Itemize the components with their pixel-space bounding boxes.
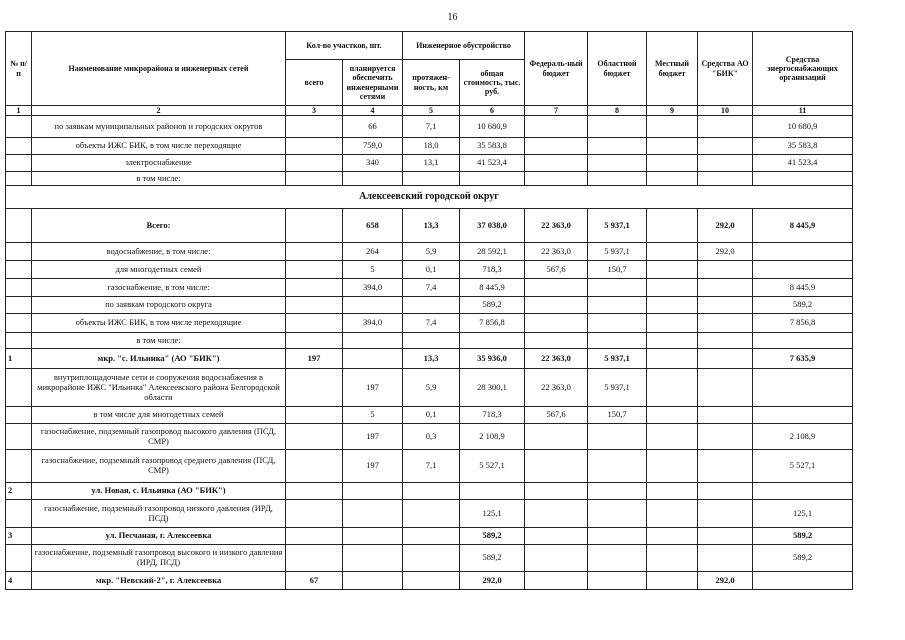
cell-cost: 7 856,8 — [460, 314, 525, 333]
cell-energy: 125,1 — [753, 500, 853, 528]
cell-local — [647, 407, 698, 424]
cell-federal: 22 363,0 — [525, 369, 588, 407]
table-row — [6, 243, 853, 261]
cell-federal — [525, 545, 588, 572]
cell-energy: 8 445,9 — [753, 279, 853, 297]
cell-name: в том числе: — [32, 172, 286, 186]
cell-cost: 8 445,9 — [460, 279, 525, 297]
cell-bik — [698, 116, 753, 138]
cell-regional — [588, 279, 647, 297]
cell-cost — [460, 483, 525, 500]
cell-local — [647, 369, 698, 407]
cell-bik — [698, 261, 753, 279]
budget-table — [5, 31, 853, 590]
cell-energy: 589,2 — [753, 528, 853, 545]
cell-num: 4 — [6, 572, 32, 590]
table-row — [6, 279, 853, 297]
cell-energy: 589,2 — [753, 297, 853, 314]
cell-length: 7,4 — [403, 279, 460, 297]
cell-cost: 35 936,0 — [460, 349, 525, 369]
cell-federal — [525, 333, 588, 349]
table-row — [6, 297, 853, 314]
cell-num: 1 — [6, 349, 32, 369]
cell-bik — [698, 297, 753, 314]
header-engineering: Инженерное обустройство — [403, 32, 525, 60]
cell-planned — [343, 349, 403, 369]
cell-num: 3 — [6, 528, 32, 545]
cell-local — [647, 528, 698, 545]
page-number: 16 — [447, 12, 458, 23]
col-number: 5 — [403, 106, 460, 116]
cell-total — [286, 369, 343, 407]
cell-num: 2 — [6, 483, 32, 500]
cell-cost: 589,2 — [460, 297, 525, 314]
cell-energy: 10 680,9 — [753, 116, 853, 138]
cell-name: в том числе: — [32, 333, 286, 349]
cell-cost: 125,1 — [460, 500, 525, 528]
cell-total — [286, 407, 343, 424]
table-row — [6, 349, 853, 369]
cell-bik — [698, 545, 753, 572]
cell-bik: 292,0 — [698, 243, 753, 261]
cell-cost: 28 300,1 — [460, 369, 525, 407]
cell-local — [647, 572, 698, 590]
cell-federal — [525, 424, 588, 450]
cell-name: Всего: — [32, 209, 286, 243]
cell-local — [647, 261, 698, 279]
cell-federal — [525, 155, 588, 172]
cell-local — [647, 116, 698, 138]
cell-name: для многодетных семей — [32, 261, 286, 279]
cell-local — [647, 545, 698, 572]
cell-name: в том числе для многодетных семей — [32, 407, 286, 424]
cell-regional — [588, 314, 647, 333]
col-number: 1 — [6, 106, 32, 116]
cell-local — [647, 483, 698, 500]
cell-bik — [698, 314, 753, 333]
cell-energy — [753, 333, 853, 349]
cell-federal: 22 363,0 — [525, 209, 588, 243]
table-row — [6, 572, 853, 590]
cell-local — [647, 243, 698, 261]
cell-regional: 5 937,1 — [588, 369, 647, 407]
cell-cost — [460, 172, 525, 186]
cell-energy: 8 445,9 — [753, 209, 853, 243]
cell-planned: 394,0 — [343, 279, 403, 297]
cell-cost: 37 038,0 — [460, 209, 525, 243]
cell-local — [647, 279, 698, 297]
cell-bik — [698, 528, 753, 545]
cell-num — [6, 155, 32, 172]
cell-total — [286, 297, 343, 314]
cell-name: внутриплощадочные сети и сооружения водоснабжения в микрорайоне ИЖС "Ильинка" Алексеевского района Белгородской области — [32, 369, 286, 407]
header-bik: Средства АО "БИК" — [698, 32, 753, 106]
cell-planned — [343, 297, 403, 314]
cell-length: 13,3 — [403, 349, 460, 369]
cell-regional — [588, 528, 647, 545]
cell-bik — [698, 483, 753, 500]
cell-local — [647, 424, 698, 450]
cell-length: 0,1 — [403, 407, 460, 424]
cell-total — [286, 116, 343, 138]
cell-bik: 292,0 — [698, 572, 753, 590]
cell-total — [286, 500, 343, 528]
cell-federal — [525, 572, 588, 590]
header-regional: Областной бюджет — [588, 32, 647, 106]
cell-length: 5,9 — [403, 243, 460, 261]
cell-planned: 5 — [343, 407, 403, 424]
table-row — [6, 528, 853, 545]
cell-planned: 66 — [343, 116, 403, 138]
cell-planned: 197 — [343, 450, 403, 483]
cell-regional — [588, 172, 647, 186]
cell-num — [6, 243, 32, 261]
cell-federal: 22 363,0 — [525, 349, 588, 369]
cell-federal: 567,6 — [525, 407, 588, 424]
header-name: Наименование микрорайона и инженерных сетей — [32, 32, 286, 106]
cell-energy — [753, 483, 853, 500]
cell-regional — [588, 297, 647, 314]
cell-name: газоснабжение, подземный газопровод среднего давления (ПСД, СМР) — [32, 450, 286, 483]
cell-regional: 150,7 — [588, 407, 647, 424]
cell-federal — [525, 314, 588, 333]
col-number: 6 — [460, 106, 525, 116]
cell-bik — [698, 349, 753, 369]
cell-regional: 5 937,1 — [588, 243, 647, 261]
cell-energy: 35 583,8 — [753, 138, 853, 155]
cell-energy: 5 527,1 — [753, 450, 853, 483]
cell-length: 13,1 — [403, 155, 460, 172]
cell-planned — [343, 545, 403, 572]
section-title: Алексеевский городской округ — [6, 186, 853, 209]
col-number: 8 — [588, 106, 647, 116]
cell-cost — [460, 333, 525, 349]
cell-length — [403, 528, 460, 545]
cell-local — [647, 349, 698, 369]
cell-planned — [343, 333, 403, 349]
cell-bik — [698, 155, 753, 172]
cell-regional — [588, 116, 647, 138]
cell-regional: 5 937,1 — [588, 349, 647, 369]
cell-num — [6, 500, 32, 528]
cell-regional — [588, 483, 647, 500]
cell-length — [403, 500, 460, 528]
cell-federal — [525, 116, 588, 138]
cell-num — [6, 450, 32, 483]
cell-planned: 658 — [343, 209, 403, 243]
header-plots: Кол-во участков, шт. — [286, 32, 403, 60]
cell-regional — [588, 333, 647, 349]
col-number: 9 — [647, 106, 698, 116]
cell-cost: 292,0 — [460, 572, 525, 590]
col-number: 4 — [343, 106, 403, 116]
cell-bik — [698, 450, 753, 483]
col-number: 10 — [698, 106, 753, 116]
header-plots-total: всего — [286, 60, 343, 106]
cell-planned — [343, 483, 403, 500]
cell-regional — [588, 138, 647, 155]
cell-total — [286, 155, 343, 172]
cell-bik: 292,0 — [698, 209, 753, 243]
cell-num — [6, 279, 32, 297]
table-row — [6, 424, 853, 450]
cell-local — [647, 209, 698, 243]
cell-name: по заявкам городского округа — [32, 297, 286, 314]
cell-cost: 28 592,1 — [460, 243, 525, 261]
cell-planned: 197 — [343, 369, 403, 407]
col-number: 3 — [286, 106, 343, 116]
header-cost: общая стоимость, тыс. руб. — [460, 60, 525, 106]
cell-name: объекты ИЖС БИК, в том числе переходящие — [32, 138, 286, 155]
table-row — [6, 116, 853, 138]
table-row — [6, 500, 853, 528]
cell-energy: 41 523,4 — [753, 155, 853, 172]
column-numbers-row — [6, 106, 853, 116]
cell-length: 7,1 — [403, 116, 460, 138]
table-row — [6, 483, 853, 500]
cell-local — [647, 297, 698, 314]
cell-cost: 5 527,1 — [460, 450, 525, 483]
cell-cost: 589,2 — [460, 545, 525, 572]
cell-energy — [753, 369, 853, 407]
cell-cost: 589,2 — [460, 528, 525, 545]
cell-name: ул. Песчаная, г. Алексеевка — [32, 528, 286, 545]
cell-energy — [753, 572, 853, 590]
cell-bik — [698, 172, 753, 186]
cell-planned — [343, 528, 403, 545]
cell-federal — [525, 138, 588, 155]
table-row — [6, 261, 853, 279]
cell-local — [647, 333, 698, 349]
cell-num — [6, 369, 32, 407]
cell-name: газоснабжение, подземный газопровод высокого и низкого давления (ИРД, ПСД) — [32, 545, 286, 572]
cell-bik — [698, 279, 753, 297]
cell-regional — [588, 450, 647, 483]
cell-length: 7,1 — [403, 450, 460, 483]
table-row — [6, 172, 853, 186]
cell-num — [6, 424, 32, 450]
cell-federal — [525, 450, 588, 483]
cell-energy: 7 635,9 — [753, 349, 853, 369]
table-row — [6, 545, 853, 572]
cell-bik — [698, 407, 753, 424]
cell-bik — [698, 500, 753, 528]
cell-total — [286, 138, 343, 155]
page-margin — [852, 31, 905, 640]
cell-planned: 5 — [343, 261, 403, 279]
cell-total — [286, 333, 343, 349]
cell-num — [6, 116, 32, 138]
table-row — [6, 407, 853, 424]
cell-num — [6, 314, 32, 333]
cell-total — [286, 209, 343, 243]
cell-energy: 2 108,9 — [753, 424, 853, 450]
cell-local — [647, 314, 698, 333]
cell-cost: 718,3 — [460, 261, 525, 279]
header-plots-planned: планируется обеспечить инженерными сетями — [343, 60, 403, 106]
cell-regional — [588, 545, 647, 572]
cell-length: 0,3 — [403, 424, 460, 450]
cell-planned: 340 — [343, 155, 403, 172]
cell-local — [647, 172, 698, 186]
cell-length — [403, 483, 460, 500]
cell-energy — [753, 407, 853, 424]
cell-total — [286, 545, 343, 572]
cell-bik — [698, 333, 753, 349]
cell-bik — [698, 424, 753, 450]
cell-name: мкр. "с. Ильинка" (АО "БИК") — [32, 349, 286, 369]
cell-total: 197 — [286, 349, 343, 369]
cell-total — [286, 314, 343, 333]
cell-total — [286, 483, 343, 500]
cell-federal — [525, 172, 588, 186]
cell-cost: 2 108,9 — [460, 424, 525, 450]
cell-total — [286, 279, 343, 297]
cell-federal — [525, 279, 588, 297]
cell-energy — [753, 172, 853, 186]
col-number: 7 — [525, 106, 588, 116]
cell-federal — [525, 297, 588, 314]
table-row — [6, 314, 853, 333]
cell-local — [647, 450, 698, 483]
cell-num — [6, 297, 32, 314]
table-row — [6, 450, 853, 483]
cell-federal: 22 363,0 — [525, 243, 588, 261]
cell-length — [403, 297, 460, 314]
cell-total — [286, 172, 343, 186]
cell-num — [6, 545, 32, 572]
header-local: Местный бюджет — [647, 32, 698, 106]
cell-num — [6, 209, 32, 243]
cell-length — [403, 545, 460, 572]
cell-cost: 35 583,8 — [460, 138, 525, 155]
cell-cost: 10 680,9 — [460, 116, 525, 138]
cell-regional — [588, 500, 647, 528]
cell-cost: 41 523,4 — [460, 155, 525, 172]
cell-length: 18,0 — [403, 138, 460, 155]
cell-length — [403, 333, 460, 349]
cell-name: газоснабжение, подземный газопровод высокого давления (ПСД, СМР) — [32, 424, 286, 450]
cell-federal — [525, 528, 588, 545]
cell-length: 7,4 — [403, 314, 460, 333]
table-row — [6, 138, 853, 155]
cell-planned: 264 — [343, 243, 403, 261]
cell-length: 5,9 — [403, 369, 460, 407]
cell-name: газоснабжение, в том числе: — [32, 279, 286, 297]
cell-name: электроснабжение — [32, 155, 286, 172]
cell-energy — [753, 243, 853, 261]
col-number: 2 — [32, 106, 286, 116]
table-row — [6, 369, 853, 407]
col-number: 11 — [753, 106, 853, 116]
cell-regional: 5 937,1 — [588, 209, 647, 243]
cell-total — [286, 450, 343, 483]
cell-name: по заявкам муниципальных районов и городских округов — [32, 116, 286, 138]
cell-total — [286, 424, 343, 450]
cell-name: объекты ИЖС БИК, в том числе переходящие — [32, 314, 286, 333]
cell-num — [6, 138, 32, 155]
cell-total — [286, 261, 343, 279]
cell-regional: 150,7 — [588, 261, 647, 279]
cell-name: водоснабжение, в том числе: — [32, 243, 286, 261]
cell-num — [6, 333, 32, 349]
cell-local — [647, 138, 698, 155]
cell-bik — [698, 369, 753, 407]
cell-planned: 197 — [343, 424, 403, 450]
header-energy: Средства энергоснабжающих организаций — [753, 32, 853, 106]
cell-cost: 718,3 — [460, 407, 525, 424]
cell-energy: 7 856,8 — [753, 314, 853, 333]
table-row — [6, 155, 853, 172]
cell-num — [6, 261, 32, 279]
table-row — [6, 209, 853, 243]
cell-total: 67 — [286, 572, 343, 590]
cell-planned — [343, 572, 403, 590]
table-row — [6, 333, 853, 349]
header-num: № п/п — [6, 32, 32, 106]
cell-federal — [525, 500, 588, 528]
cell-energy: 589,2 — [753, 545, 853, 572]
cell-regional — [588, 155, 647, 172]
header-federal: Федераль-ный бюджет — [525, 32, 588, 106]
cell-name: газоснабжение, подземный газопровод низкого давления (ИРД, ПСД) — [32, 500, 286, 528]
cell-local — [647, 155, 698, 172]
cell-name: ул. Новая, с. Ильинка (АО "БИК") — [32, 483, 286, 500]
header-length: протяжен-ность, км — [403, 60, 460, 106]
cell-planned: 394,0 — [343, 314, 403, 333]
cell-length: 0,1 — [403, 261, 460, 279]
cell-planned — [343, 500, 403, 528]
cell-bik — [698, 138, 753, 155]
cell-length — [403, 572, 460, 590]
cell-total — [286, 528, 343, 545]
cell-federal: 567,6 — [525, 261, 588, 279]
cell-regional — [588, 572, 647, 590]
cell-regional — [588, 424, 647, 450]
cell-planned — [343, 172, 403, 186]
cell-energy — [753, 261, 853, 279]
cell-federal — [525, 483, 588, 500]
cell-num — [6, 407, 32, 424]
cell-local — [647, 500, 698, 528]
cell-num — [6, 172, 32, 186]
cell-name: мкр. "Невский-2", г. Алексеевка — [32, 572, 286, 590]
cell-length — [403, 172, 460, 186]
cell-length: 13,3 — [403, 209, 460, 243]
cell-total — [286, 243, 343, 261]
cell-planned: 759,0 — [343, 138, 403, 155]
